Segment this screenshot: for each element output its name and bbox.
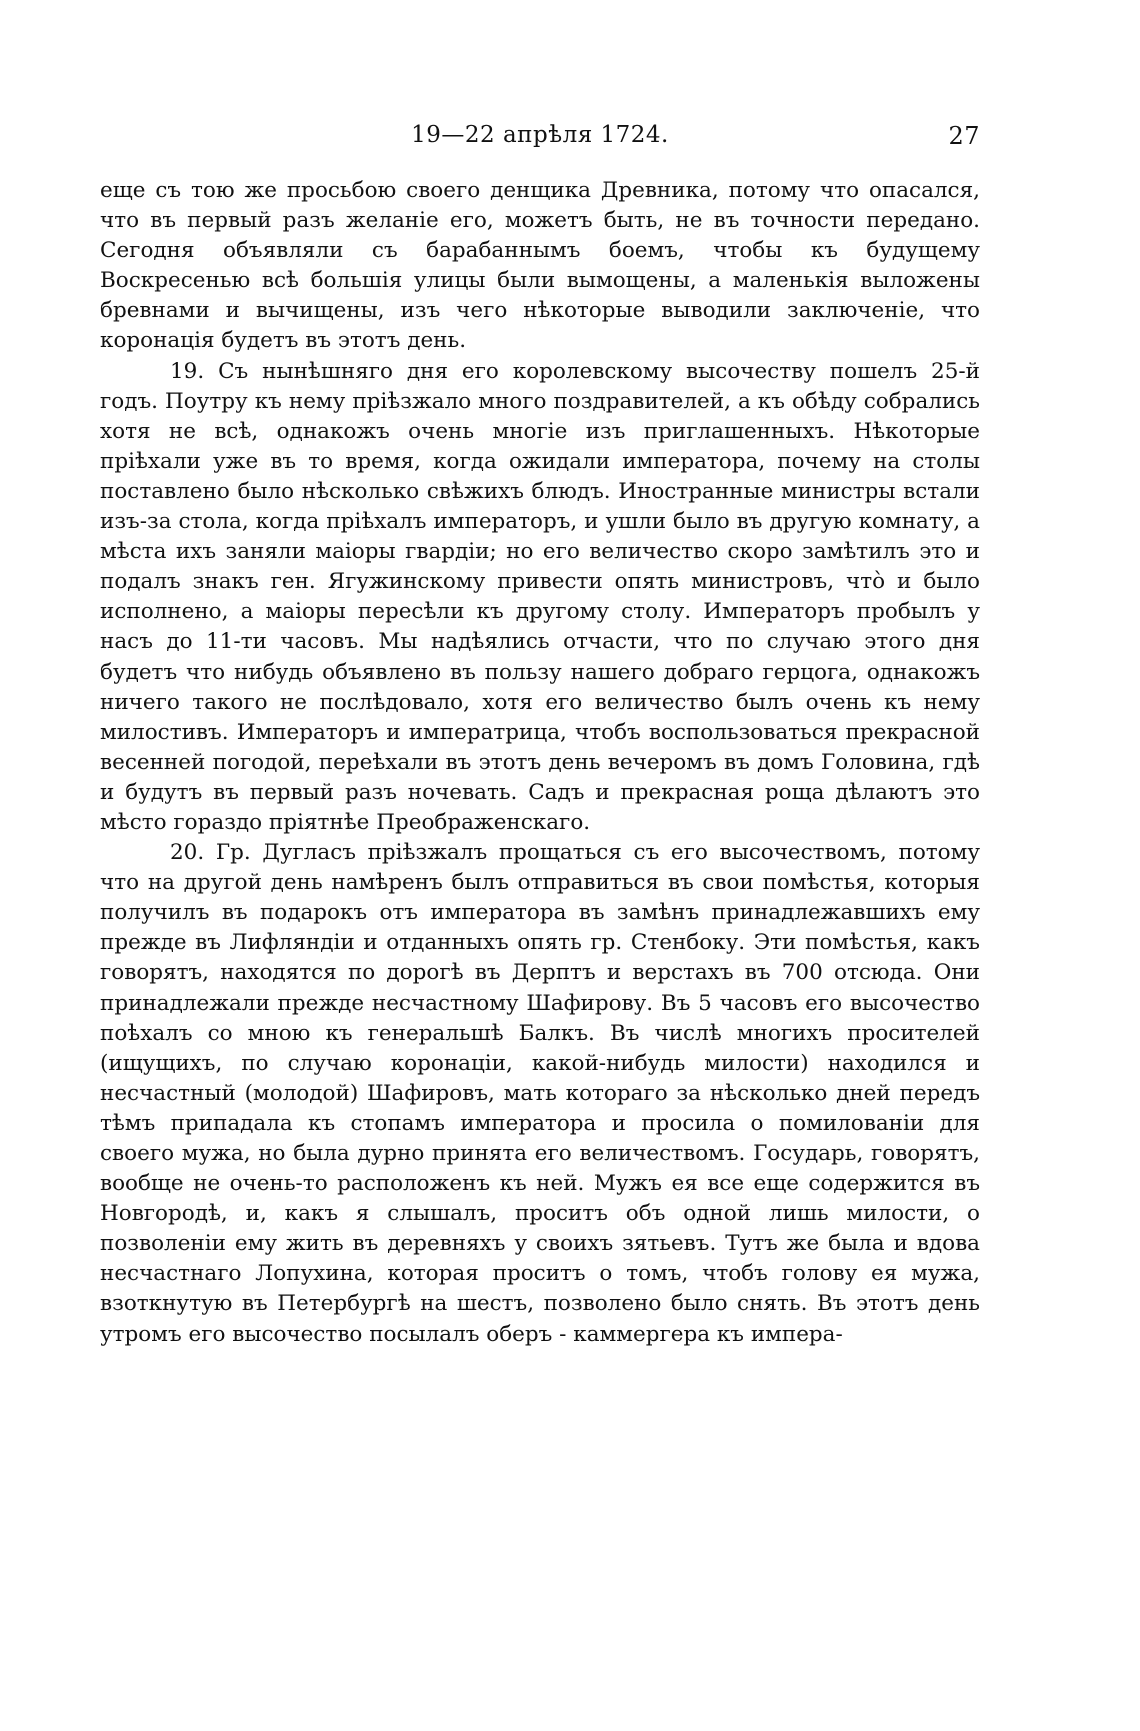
page-number: 27 bbox=[948, 122, 980, 150]
running-title: 19—22 апрѣля 1724. bbox=[411, 122, 669, 148]
paragraph-20: 20. Гр. Дугласъ пріѣзжалъ прощаться съ его высочествомъ, потому что на другой день намѣренъ былъ отправиться въ свои помѣстья, которыя получилъ въ подарокъ отъ императора въ замѣнъ принадлежавшихъ ему прежде въ Лифляндіи и отданныхъ опять гр. Стенбоку. Эти помѣстья, какъ говорятъ, находятся по дорогѣ въ Дерптъ и верстахъ въ 700 отсюда. Они принадлежали прежде несчастному Шафирову. Въ 5 часовъ его высочество поѣхалъ со мною къ генеральшѣ Балкъ. Въ числѣ многихъ просителей (ищущихъ, по случаю коронаціи, какой-нибудь милости) находился и несчастный (молодой) Шафировъ, мать котораго за нѣсколько дней передъ тѣмъ припадала къ стопамъ императора и просила о помилованіи для своего мужа, но была дурно принята его величествомъ. Государь, говорятъ, вообще не очень-то расположенъ къ ней. Мужъ ея все еще содержится въ Новгородѣ, и, какъ я слышалъ, проситъ объ одной лишь милости, о позволеніи ему жить въ деревняхъ у своихъ зятьевъ. Тутъ же была и вдова несчастнаго Лопухина, которая проситъ о томъ, чтобъ голову ея мужа, взоткнутую въ Петербургѣ на шестъ, позволено было снять. Въ этотъ день утромъ его высочество посылалъ оберъ - каммергера къ импера- bbox=[100, 840, 980, 1347]
body-text bbox=[100, 176, 980, 1350]
paragraph-continuation: еще съ тою же просьбою своего денщика Древника, потому что опасался, что въ первый разъ желаніе его, можетъ быть, не въ точности передано. Сегодня объявляли съ барабаннымъ боемъ, чтобы къ будущему Воскресенью всѣ большія улицы были вымощены, а маленькія выложены бревнами и вычищены, изъ чего нѣкоторые выводили заключеніе, что коронація будетъ въ этотъ день. bbox=[100, 178, 980, 354]
running-head bbox=[100, 118, 980, 158]
book-page bbox=[100, 118, 980, 1350]
paragraph-19: 19. Съ нынѣшняго дня его королевскому высочеству пошелъ 25-й годъ. Поутру къ нему пріѣзжало много поздравителей, а къ обѣду собрались хотя не всѣ, однакожъ очень многіе изъ приглашенныхъ. Нѣкоторые пріѣхали уже въ то время, когда ожидали императора, почему на столы поставлено было нѣсколько свѣжихъ блюдъ. Иностранные министры встали изъ-за стола, когда пріѣхалъ императоръ, и ушли было въ другую комнату, а мѣста ихъ заняли маіоры гвардіи; но его величество скоро замѣтилъ это и подалъ знакъ ген. Ягужинскому привести опять министровъ, что̀ и было исполнено, а маіоры пересѣли къ другому столу. Императоръ пробылъ у насъ до 11-ти часовъ. Мы надѣялись отчасти, что по случаю этого дня будетъ что нибудь объявлено въ пользу нашего добраго герцога, однакожъ ничего такого не послѣдовало, хотя его величество былъ очень къ нему милостивъ. Императоръ и императрица, чтобъ воспользоваться прекрасной весенней погодой, переѣхали въ этотъ день вечеромъ въ домъ Головина, гдѣ и будутъ въ первый разъ ночевать. Садъ и прекрасная роща дѣлаютъ это мѣсто гораздо пріятнѣе Преображенскаго. bbox=[100, 358, 980, 835]
